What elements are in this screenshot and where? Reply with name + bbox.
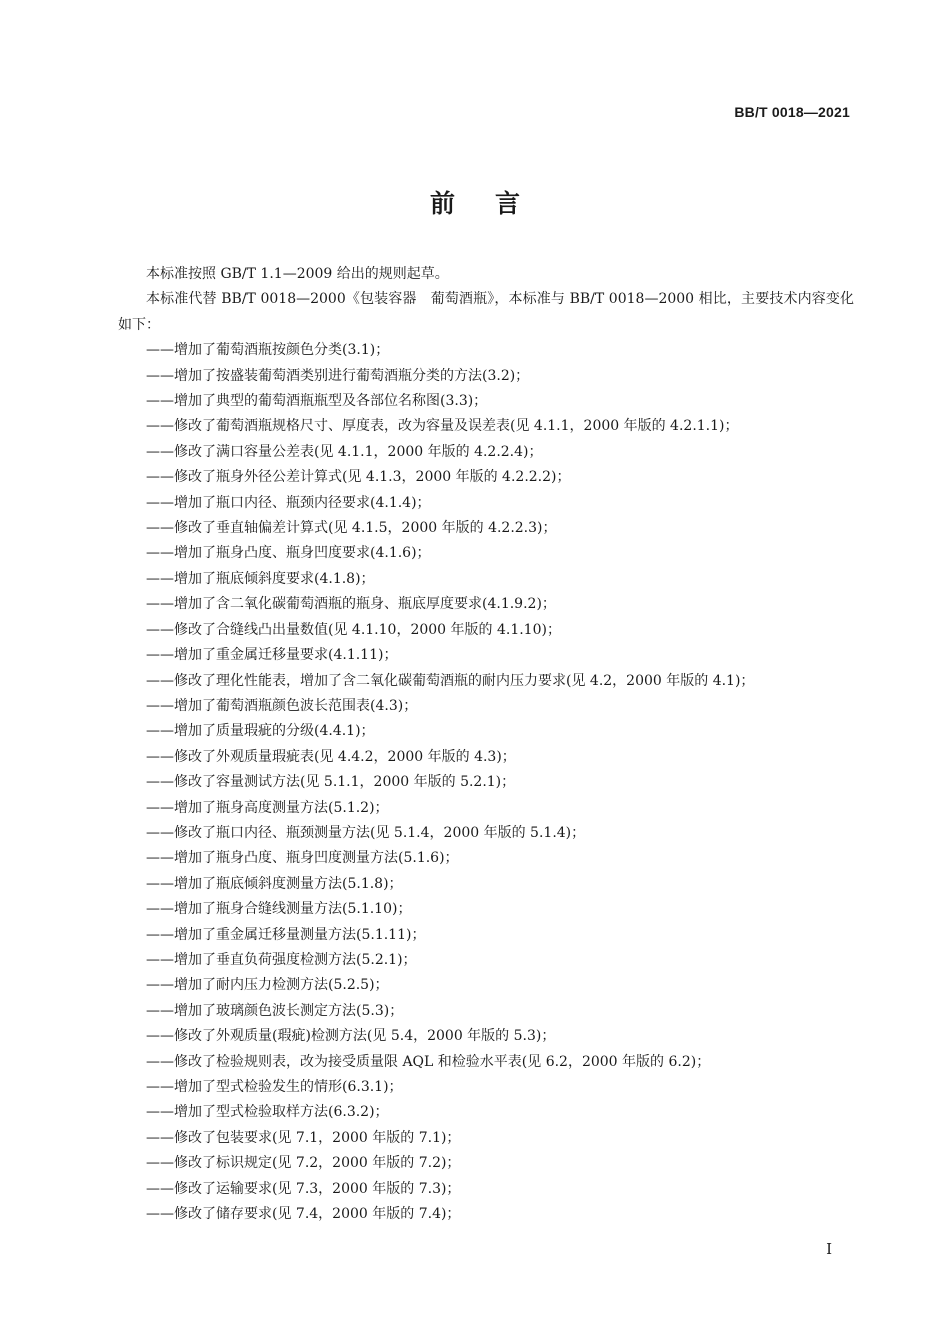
change-item: ——增加了瓶身高度测量方法(5.1.2)； xyxy=(146,799,389,816)
change-item: ——增加了重金属迁移量要求(4.1.11)； xyxy=(146,647,398,664)
standard-code: BB/T 0018—2021 xyxy=(734,104,850,120)
change-item: ——增加了耐内压力检测方法(5.2.5)； xyxy=(146,977,389,994)
change-item: ——修改了包装要求(见 7.1，2000 年版的 7.1)； xyxy=(146,1129,461,1146)
changes-list xyxy=(118,338,854,1227)
change-item: ——增加了葡萄酒瓶按颜色分类(3.1)； xyxy=(146,342,390,359)
change-item: ——修改了外观质量瑕疵表(见 4.4.2，2000 年版的 4.3)； xyxy=(146,748,516,765)
change-item: ——增加了瓶口内径、瓶颈内径要求(4.1.4)； xyxy=(146,494,431,511)
change-item: ——增加了重金属迁移量测量方法(5.1.11)； xyxy=(146,926,426,943)
change-item: ——增加了瓶身凸度、瓶身凹度要求(4.1.6)； xyxy=(146,545,431,562)
change-item: ——增加了含二氧化碳葡萄酒瓶的瓶身、瓶底厚度要求(4.1.9.2)； xyxy=(146,596,556,613)
change-item: ——修改了容量测试方法(见 5.1.1，2000 年版的 5.2.1)； xyxy=(146,774,516,791)
change-item: ——增加了玻璃颜色波长测定方法(5.3)； xyxy=(146,1002,404,1019)
page-number: I xyxy=(826,1240,832,1258)
intro-paragraph-1: 本标准按照 GB/T 1.1—2009 给出的规则起草。 xyxy=(146,266,449,282)
change-item: ——修改了垂直轴偏差计算式(见 4.1.5，2000 年版的 4.2.2.3)； xyxy=(146,520,557,537)
document-body xyxy=(118,262,854,1227)
change-item: ——增加了质量瑕疵的分级(4.4.1)； xyxy=(146,723,375,740)
change-item: ——增加了瓶底倾斜度要求(4.1.8)； xyxy=(146,570,375,587)
change-item: ——修改了运输要求(见 7.3，2000 年版的 7.3)； xyxy=(146,1180,461,1197)
change-item: ——增加了瓶底倾斜度测量方法(5.1.8)； xyxy=(146,875,403,892)
change-item: ——修改了理化性能表，增加了含二氧化碳葡萄酒瓶的耐内压力要求(见 4.2，2000 年版的 4.1)； xyxy=(146,672,755,689)
change-item: ——增加了瓶身合缝线测量方法(5.1.10)； xyxy=(146,901,412,918)
change-item: ——增加了典型的葡萄酒瓶瓶型及各部位名称图(3.3)； xyxy=(146,393,488,410)
change-item: ——修改了葡萄酒瓶规格尺寸、厚度表，改为容量及误差表(见 4.1.1，2000 年版的 4.2.1.1)； xyxy=(146,418,739,435)
page-title: 前言 xyxy=(429,189,560,218)
change-item: ——修改了检验规则表，改为接受质量限 AQL 和检验水平表(见 6.2，2000 年版的 6.2)； xyxy=(146,1053,711,1070)
change-item: ——增加了葡萄酒瓶颜色波长范围表(4.3)； xyxy=(146,697,418,714)
change-item: ——增加了瓶身凸度、瓶身凹度测量方法(5.1.6)； xyxy=(146,850,459,867)
change-item: ——修改了瓶身外径公差计算式(见 4.1.3，2000 年版的 4.2.2.2)； xyxy=(146,469,571,486)
change-item: ——修改了外观质量(瑕疵)检测方法(见 5.4，2000 年版的 5.3)； xyxy=(146,1028,556,1045)
change-item: ——修改了合缝线凸出量数值(见 4.1.10，2000 年版的 4.1.10)； xyxy=(146,621,561,638)
change-item: ——修改了满口容量公差表(见 4.1.1，2000 年版的 4.2.2.4)； xyxy=(146,443,543,460)
change-item: ——修改了储存要求(见 7.4，2000 年版的 7.4)； xyxy=(146,1206,461,1223)
change-item: ——增加了型式检验取样方法(6.3.2)； xyxy=(146,1104,389,1121)
intro-paragraph-2: 本标准代替 BB/T 0018—2000《包装容器 葡萄酒瓶》，本标准与 BB/T 0018—2000 相比，主要技术内容变化如下： xyxy=(118,291,854,333)
change-item: ——增加了按盛装葡萄酒类别进行葡萄酒瓶分类的方法(3.2)； xyxy=(146,367,530,384)
change-item: ——修改了标识规定(见 7.2，2000 年版的 7.2)； xyxy=(146,1155,461,1172)
change-item: ——增加了型式检验发生的情形(6.3.1)； xyxy=(146,1079,403,1095)
change-item: ——修改了瓶口内径、瓶颈测量方法(见 5.1.4，2000 年版的 5.1.4)； xyxy=(146,824,586,841)
change-item: ——增加了垂直负荷强度检测方法(5.2.1)； xyxy=(146,951,417,968)
